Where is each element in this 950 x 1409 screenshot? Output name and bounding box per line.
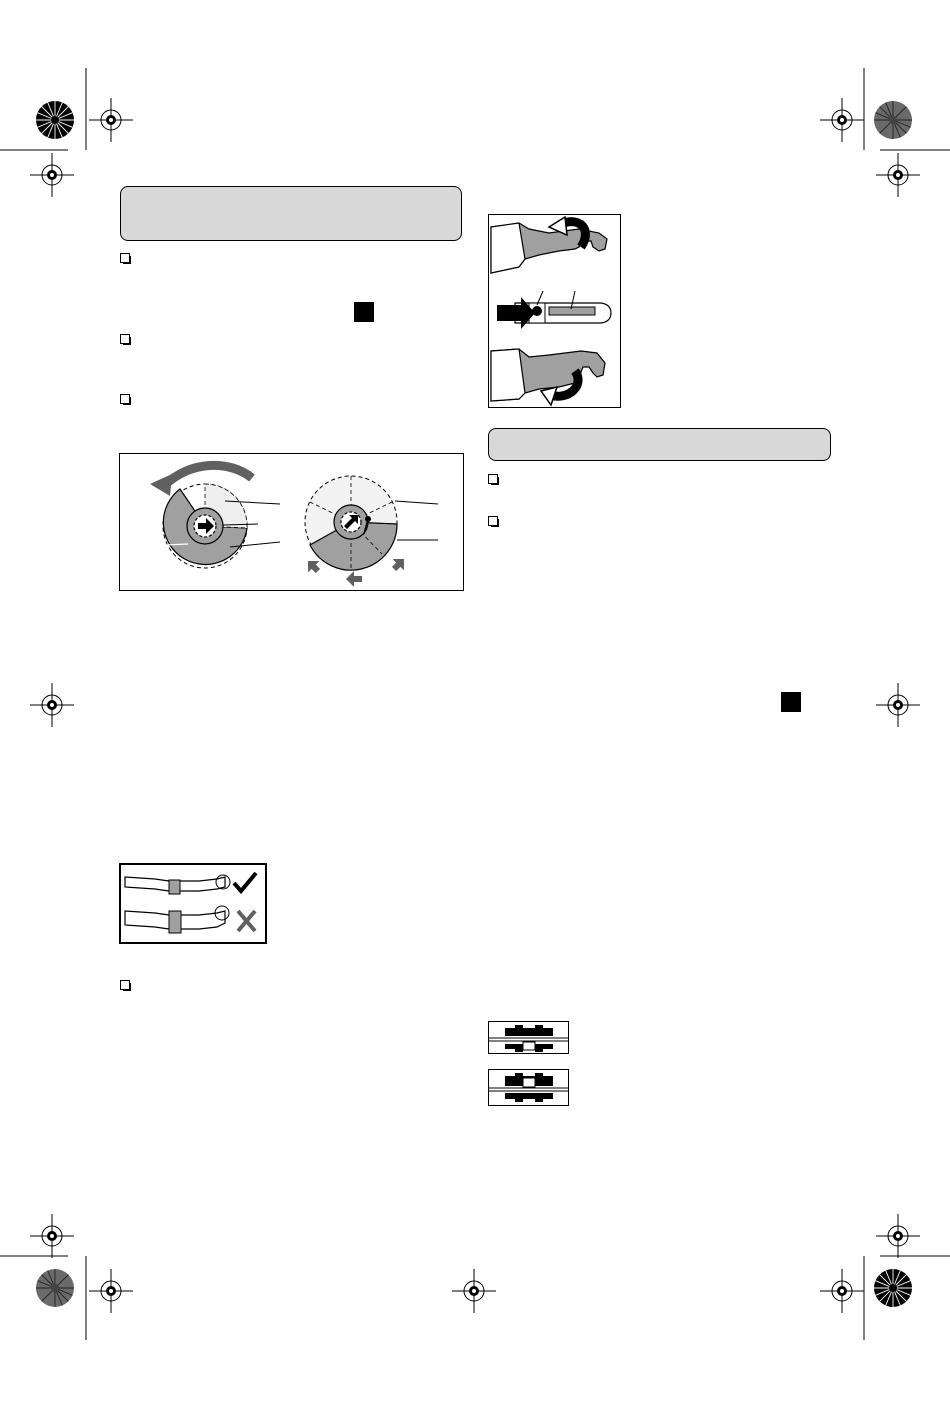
crosshair-target-icon xyxy=(819,97,865,143)
checkbox-icon xyxy=(488,474,498,484)
checkbox-icon xyxy=(120,980,130,990)
crosshair-target-icon xyxy=(88,1268,134,1314)
flange-check-figure xyxy=(119,863,267,944)
radial-wheel-icon xyxy=(873,1268,913,1308)
checkbox-icon xyxy=(120,334,130,344)
crosshair-target-icon xyxy=(819,1268,865,1314)
spindle-lock-figure xyxy=(488,214,621,408)
radial-wheel-icon xyxy=(873,100,913,140)
crosshair-target-icon xyxy=(875,152,921,198)
checkbox-icon xyxy=(488,516,498,526)
marker-square-icon xyxy=(354,302,374,322)
crosshair-target-icon xyxy=(29,152,75,198)
crosshair-target-icon xyxy=(875,682,921,728)
checkbox-icon xyxy=(120,394,130,404)
checkbox-icon xyxy=(120,253,130,263)
radial-wheel-icon xyxy=(35,100,75,140)
crosshair-target-icon xyxy=(29,682,75,728)
flange-orientation-figure-top xyxy=(488,1021,569,1054)
left-section-header-bar xyxy=(120,186,462,241)
crosshair-target-icon xyxy=(875,1213,921,1259)
crosshair-target-icon xyxy=(29,1213,75,1259)
crosshair-target-icon xyxy=(88,97,134,143)
guard-rotation-figure xyxy=(119,453,464,591)
crosshair-target-icon xyxy=(451,1268,497,1314)
radial-wheel-icon xyxy=(35,1268,75,1308)
flange-orientation-figure-bottom xyxy=(488,1069,569,1106)
marker-square-icon xyxy=(781,692,801,712)
right-section-header-bar xyxy=(488,428,831,461)
